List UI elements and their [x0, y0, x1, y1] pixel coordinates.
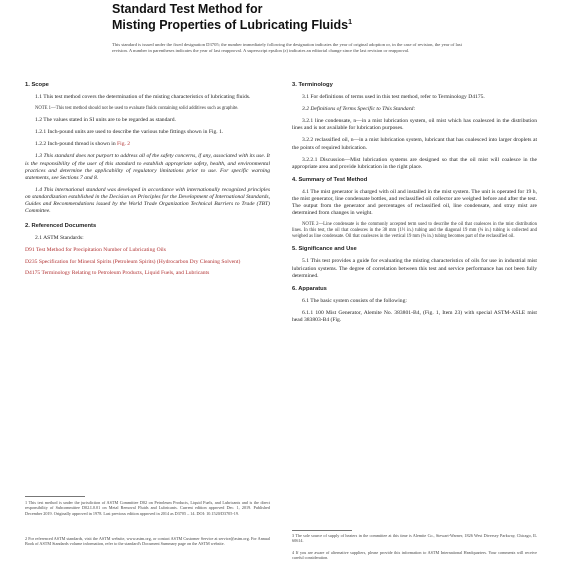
terminology-heading: 3. Terminology — [292, 82, 333, 88]
paragraph-4-1: 4.1 The mist generator is charged with oil and installed in the mist system. The unit is operated for 19 h, the mist generator, line condensate bottles, and reclassified oil collector are weighed before and after the test. The output from the generator and percentages of reclassified oil, line condensate, and stray mist are determined from changes in weight. — [292, 188, 537, 217]
title-line-2 — [112, 16, 552, 32]
paragraph-3-2-2-1: 3.2.2.1 Discussion—Mist lubrication systems are designed so that the oil mist will coalesce in the appropriate area and provide lubrication in the right place. — [292, 156, 537, 170]
summary-heading: 4. Summary of Test Method — [292, 176, 368, 183]
title-footnote-mark: 1 — [348, 19, 353, 26]
paragraph-6-1: 6.1 The basic system consists of the following: — [302, 297, 407, 304]
paragraph-3-2-2: 3.2.2 reclassified oil, n—in a mist lubrication system, lubricant that has coalesced into larger droplets at the points of required lubrication. — [292, 137, 537, 151]
right-column — [292, 82, 537, 329]
paragraph-1-2: 1.2 The values stated in SI units are to be regarded as standard. — [35, 117, 176, 124]
paragraph-2-1: 2.1 ASTM Standards: — [35, 235, 84, 242]
footnote-1: 1 This test method is under the jurisdiction of ASTM Committee D02 on Petroleum Products, Liquid Fuels, and Lubricants and is the direct responsibility of Subcommittee D02.L0.01 on Metal Removal Fluids and Lubricants. Current edition approved Dec. 1, 2019. Published December 2019. Originally approved in 1978. Last previous edition approved in 2014 as D3705 – 14. DOI: 10.1520/D3705-19. — [25, 500, 270, 516]
significance-heading: 5. Significance and Use — [292, 246, 357, 253]
paragraph-3-2-1: 3.2.1 line condensate, n—in a mist lubrication system, oil mist which has coalesced in the distribution lines and is not available for lubrication purposes. — [292, 118, 537, 132]
fig-2-link[interactable]: Fig. 2 — [117, 141, 131, 148]
document-title — [112, 2, 552, 32]
paragraph-1-2-2 — [25, 141, 270, 148]
note-1: NOTE 1—This test method should not be used to evaluate fluids containing solid additives such as graphite. — [35, 106, 239, 112]
reference-title[interactable]: Test Method for Precipitation Number of Lubricating Oils — [35, 247, 166, 254]
paragraph-3-1: 3.1 For definitions of terms used in this test method, refer to Terminology D4175. — [302, 94, 485, 101]
reference-item — [25, 247, 270, 254]
reference-code-link[interactable]: D4175 — [25, 269, 41, 276]
paragraph-6-1-1: 6.1.1 100 Mist Generator, Alemite No. 383801-B4, (Fig. 1, Item 23) with special ASTM-ASLE mist head 383803-B4 (Fig. — [292, 309, 537, 323]
paragraph-1-2-2-text: 1.2.2 Inch-pound thread is shown in — [35, 141, 118, 148]
paragraph-1-4: 1.4 This international standard was developed in accordance with internationally recognized principles on standardization established in the Decision on Principles for the Development of International Standards, Guides and Recommendations issued by the World Trade Organization Technical Barriers to Trade (TBT) Committee. — [25, 186, 270, 215]
apparatus-heading: 6. Apparatus — [292, 285, 327, 292]
referenced-documents-heading: 2. Referenced Documents — [25, 223, 97, 230]
footnote-4: 4 If you are aware of alternative suppliers, please provide this information to ASTM International Headquarters. Your comments will receive careful consideration. — [292, 550, 537, 561]
footnote-divider-right — [292, 530, 352, 531]
footnote-3: 3 The sole source of supply of heaters in the committee at this time is Alemite Co., Stewart-Warner, 1826 West Diversey Parkway, Chicago, IL 60614. — [292, 533, 537, 544]
paragraph-5-1: 5.1 This test provides a guide for evaluating the misting characteristics of oils for use in industrial mist lubrication systems. The degree of correlation between this test and service performance has not been fully determined. — [292, 258, 537, 279]
reference-code-link[interactable]: D91 — [25, 247, 35, 254]
title-line-2-text: Misting Properties of Lubricating Fluids — [112, 18, 349, 33]
reference-code-link[interactable]: D235 — [25, 258, 38, 265]
reference-title[interactable]: Specification for Mineral Spirits (Petroleum Spirits) (Hydrocarbon Dry Cleaning Solvent) — [38, 258, 241, 265]
footnote-divider-left — [25, 496, 85, 497]
reference-title[interactable]: Terminology Relating to Petroleum Products, Liquid Fuels, and Lubricants — [41, 269, 210, 276]
paragraph-1-3: 1.3 This standard does not purport to address all of the safety concerns, if any, associated with its use. It is the responsibility of the user of this standard to establish appropriate safety, health, and environmental practices and determine the applicability of regulatory limitations prior to use. For specific warning statements, see Sections 7 and 8. — [25, 153, 270, 181]
paragraph-3-2: 3.2 Definitions of Terms Specific to This Standard: — [302, 106, 416, 113]
designation-notice: This standard is issued under the fixed designation D3705; the number immediately following the designation indicates the year of original adoption or, in the case of revision, the year of last revision. A number in parentheses indicates the year of last reapproval. A superscript epsilon (ε) indicates an editorial change since the last revision or reapproval. — [112, 42, 462, 53]
scope-heading: 1. Scope — [25, 82, 49, 88]
paragraph-1-1: 1.1 This test method covers the determination of the misting characteristics of lubricating fluids. — [35, 94, 251, 101]
title-line-1: Standard Test Method for — [112, 2, 263, 16]
left-column — [25, 82, 270, 281]
reference-item — [25, 270, 270, 277]
reference-item — [25, 259, 270, 266]
reference-list — [25, 247, 270, 276]
footnote-2: 2 For referenced ASTM standards, visit the ASTM website, www.astm.org, or contact ASTM Customer Service at service@astm.org. For Annual Book of ASTM Standards volume information, refer to the standard's Document Summary page on the ASTM website. — [25, 536, 270, 547]
note-2: NOTE 2—Line condensate is the commonly accepted term used to describe the oil that coalesces in the mist distribution lines. In this test, the oil that coalesces in the 38 mm (1½ in.) tubing and the diagonal 19 mm (¾ in.) tubing is collected and weighed as line condensate. Oil that coalesces in the vertical 19 mm (¾ in.) tubing becomes part of the reclassified oil. — [292, 222, 537, 240]
paragraph-1-2-1: 1.2.1 Inch-pound units are used to describe the various tube fittings shown in Fig. 1. — [35, 129, 224, 136]
